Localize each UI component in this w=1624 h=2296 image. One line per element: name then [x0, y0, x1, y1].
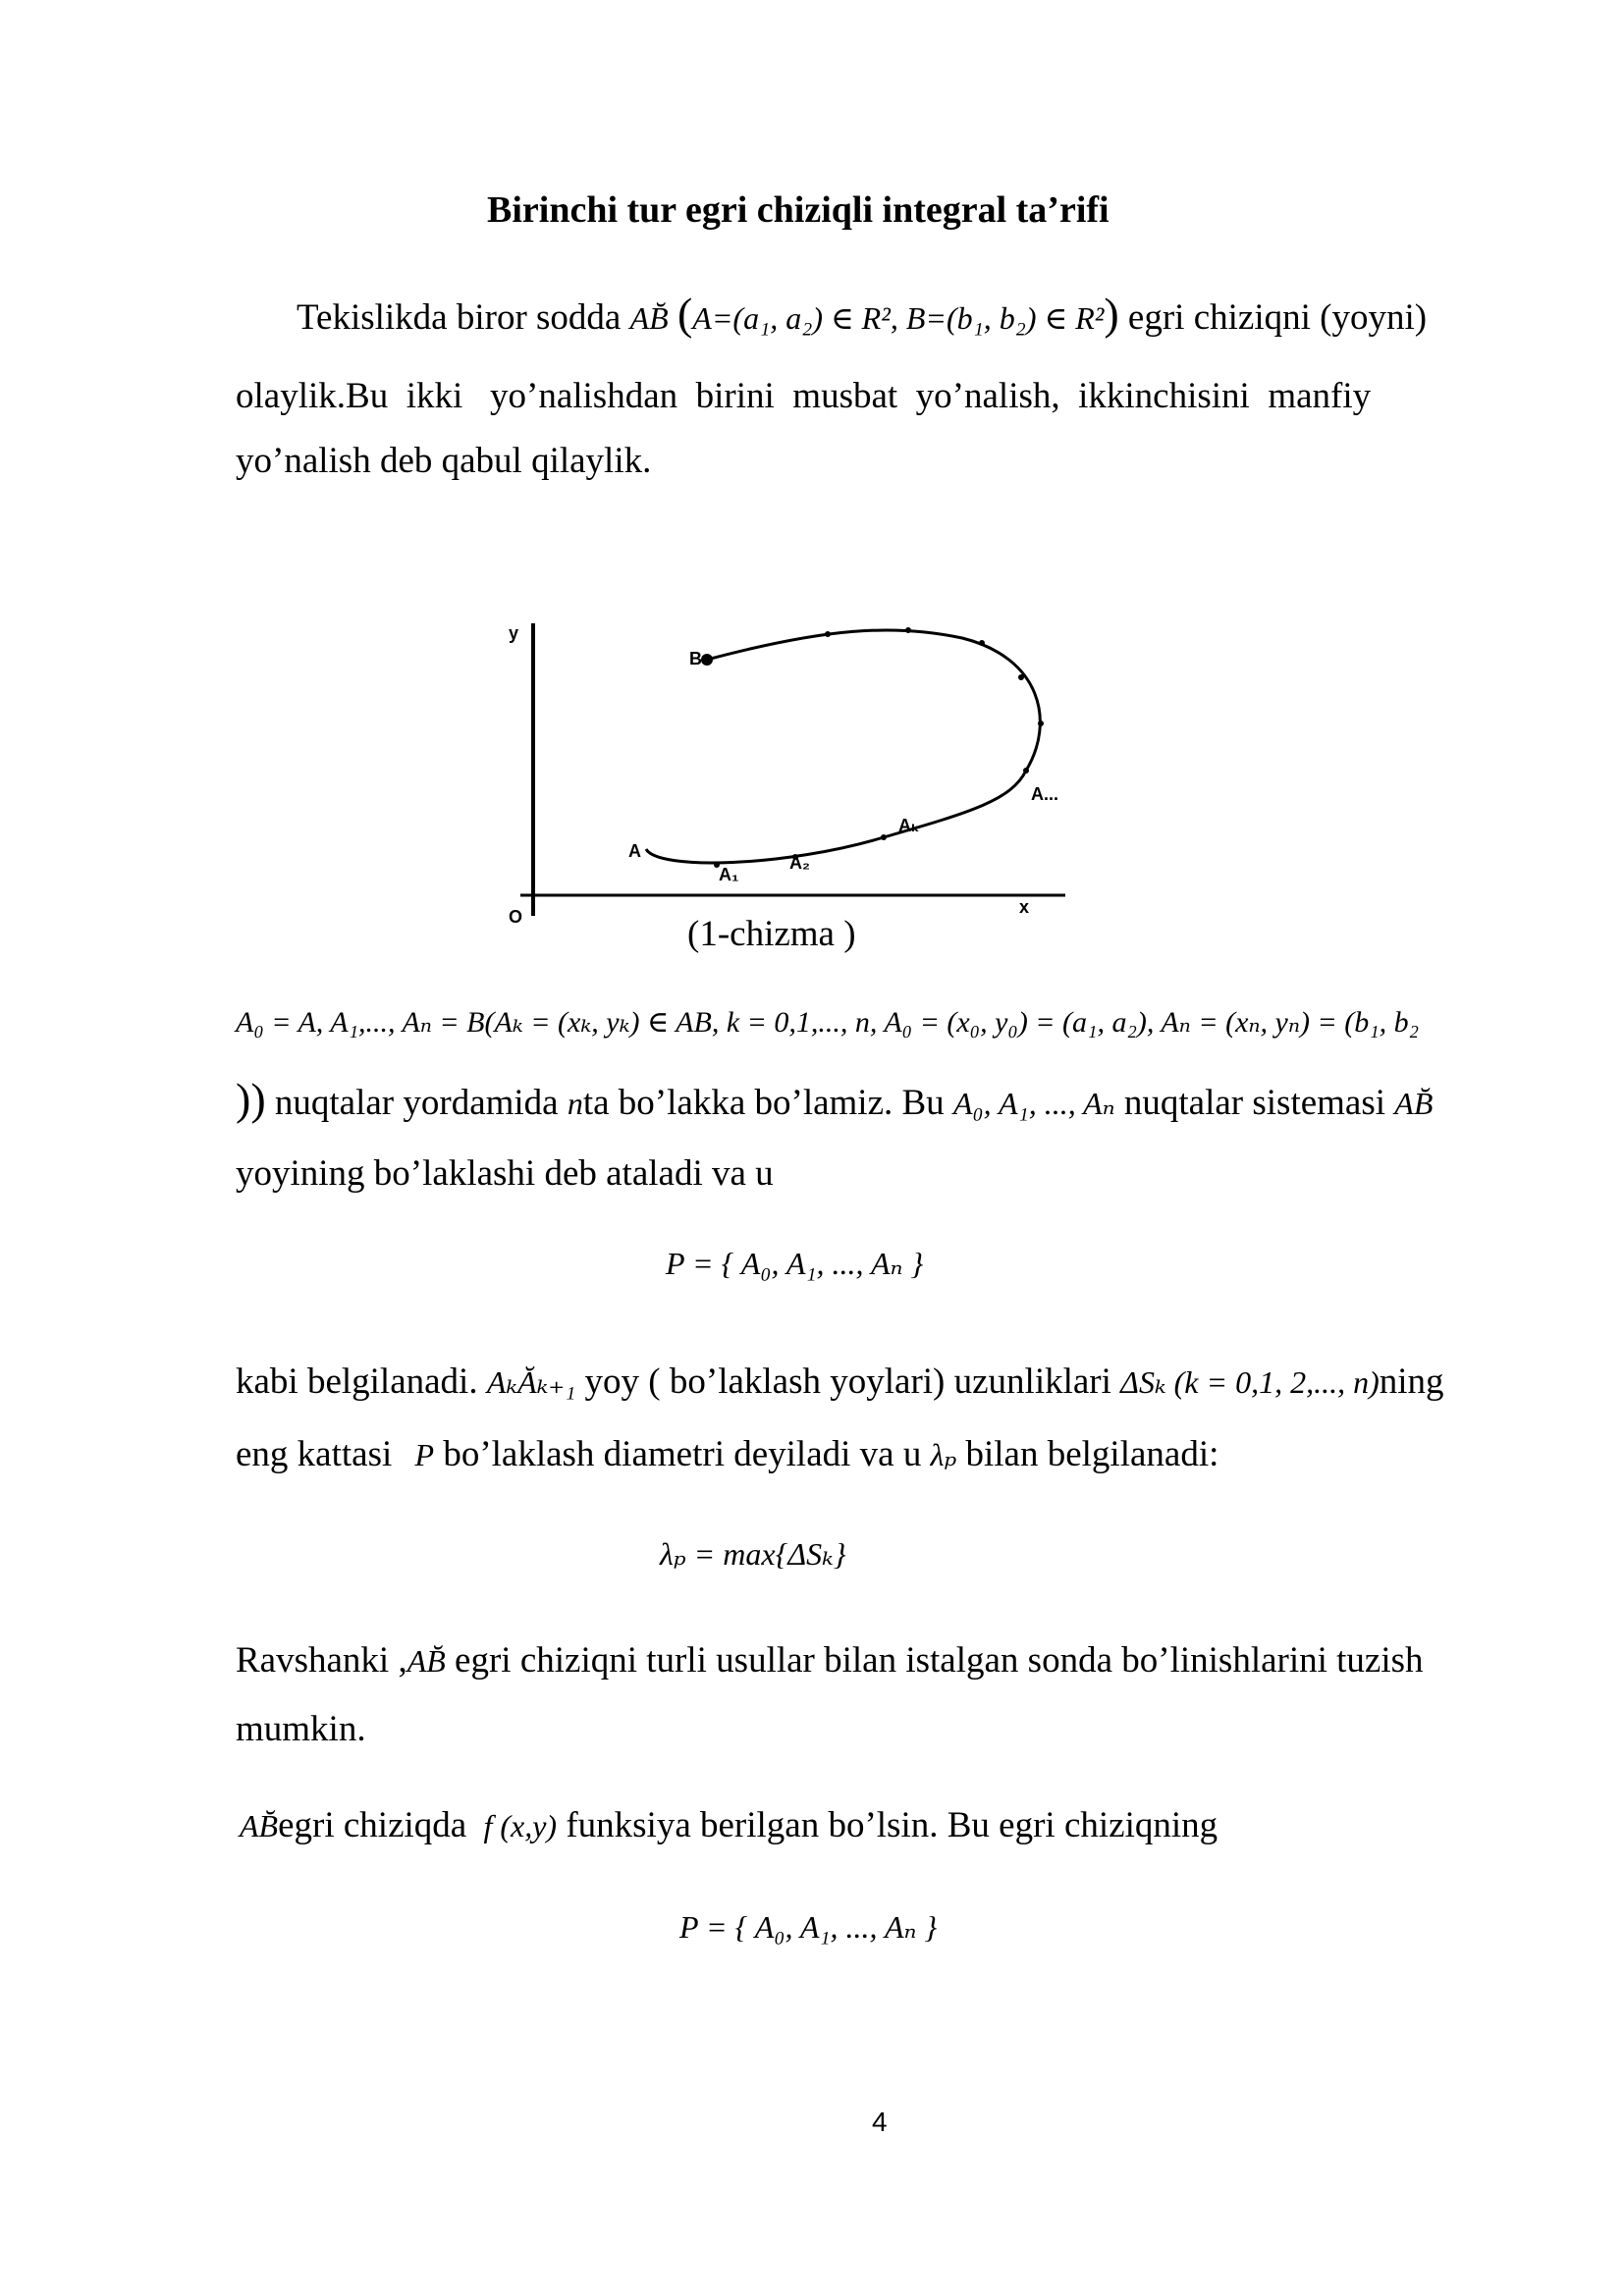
- x-axis-label: x: [1019, 897, 1030, 917]
- para2-system: A₀, A₁, ..., Aₙ: [952, 1086, 1115, 1121]
- curve-figure: [461, 604, 1090, 928]
- para1-line3: yo’nalish deb qabul qilaylik.: [236, 441, 652, 481]
- page-title: Birinchi tur egri chiziqli integral ta’rifi: [487, 189, 1110, 231]
- y-axis-label: y: [509, 623, 519, 643]
- para1-intro: Tekislikda biror sodda: [297, 297, 622, 338]
- formula-partition-2: P = { A₀, A₁, ..., Aₙ }: [679, 1909, 938, 1945]
- para1-paren-open: (: [677, 289, 693, 339]
- para3-t3: ning: [1379, 1362, 1444, 1402]
- para1-formula: A=(a₁, a₂) ∈ R², B=(b₁, b₂) ∈ R²: [692, 300, 1105, 336]
- para3-t1: kabi belgilanadi.: [236, 1362, 478, 1402]
- para4-arc: AB̆: [406, 1643, 446, 1679]
- para3-line2-t1: eng kattasi: [236, 1434, 393, 1474]
- para2-text-c: nuqtalar sistemasi: [1123, 1083, 1386, 1123]
- curve-point: [881, 834, 887, 840]
- para4-t1: Ravshanki ,: [236, 1640, 407, 1681]
- para2-line2: [236, 1076, 1433, 1127]
- curve-diagram: [461, 604, 1090, 928]
- figure-caption: (1-chizma ): [687, 914, 856, 954]
- label-A2: A₂: [789, 853, 810, 873]
- para5-t2: funksiya berilgan bo’lsin. Bu egri chiziqning: [566, 1805, 1218, 1845]
- curve-point: [1023, 768, 1029, 774]
- label-A: A: [628, 841, 641, 861]
- para5-arc: AB̆: [240, 1808, 279, 1843]
- curve-point: [905, 627, 911, 633]
- para4-line1: [236, 1637, 1424, 1684]
- formula-partition-1: P = { A₀, A₁, ..., Aₙ }: [666, 1246, 924, 1281]
- para2-formula-line: A₀ = A, A₁,..., Aₙ = B(Aₖ = (xₖ, yₖ) ∈ AB, k = 0,1,..., n, A₀ = (x₀, y₀) = (a₁, a₂), Aₙ = (xₙ, yₙ) = (b₁, b₂: [236, 1006, 1420, 1039]
- para1-tail: egri chiziqni (yoyni): [1127, 297, 1428, 338]
- label-A-dots: A...: [1031, 784, 1059, 804]
- para3-arc: AₖĂₖ₊₁: [486, 1364, 576, 1400]
- curve-point: [1038, 721, 1044, 726]
- para1-arc-ab: AB̆: [629, 300, 669, 336]
- curve-point: [825, 631, 831, 637]
- para1-line1: [297, 291, 1427, 342]
- para2-line3: yoyining bo’laklashi deb ataladi va u: [236, 1153, 774, 1194]
- label-Ak: Aₖ: [898, 816, 920, 835]
- label-A1: A₁: [719, 865, 739, 884]
- para5-line1: [240, 1802, 1218, 1849]
- para2-text-b: ta bo’lakka bo’lamiz. Bu: [582, 1083, 945, 1123]
- para3-line2: [236, 1431, 1218, 1478]
- curve-point: [1018, 674, 1024, 680]
- para2-arc-ab: AB̆: [1394, 1086, 1434, 1121]
- para1-line2: olaylik.Bu ikki yo’nalishdan birini musbat yo’nalish, ikkinchisini manfiy: [236, 376, 1372, 416]
- para2-n: n: [567, 1086, 583, 1121]
- origin-label: O: [509, 907, 523, 927]
- para3-line2-t3: bilan belgilanadi:: [965, 1434, 1219, 1474]
- label-B: B: [689, 649, 702, 668]
- para4-t2: egri chiziqni turli usullar bilan istalgan sonda bo’linishlarini tuzish: [455, 1640, 1424, 1681]
- para1-paren-close: ): [1104, 289, 1119, 339]
- para4-line2: mumkin.: [236, 1709, 366, 1749]
- para3-delta-s: ΔSₖ (k = 0,1, 2,..., n): [1120, 1364, 1380, 1400]
- para3-lambda: λₚ: [930, 1437, 957, 1472]
- formula-lambda: λₚ = max{ΔSₖ}: [660, 1536, 846, 1572]
- para2-text-a: nuqtalar yordamida: [274, 1083, 559, 1123]
- para3-line2-t2: bo’laklash diametri deyiladi va u: [443, 1434, 922, 1474]
- para3-P: P: [414, 1437, 435, 1472]
- para5-t1: egri chiziqda: [278, 1805, 467, 1845]
- para3-line1: [236, 1359, 1444, 1406]
- para3-t2: yoy ( bo’laklash yoylari) uzunliklari: [584, 1362, 1111, 1402]
- para2-close-paren: )): [236, 1074, 266, 1124]
- para5-func: f (x,y): [483, 1808, 558, 1843]
- curve-point: [979, 640, 985, 646]
- point-B: [701, 654, 713, 666]
- page-number: 4: [872, 2107, 888, 2137]
